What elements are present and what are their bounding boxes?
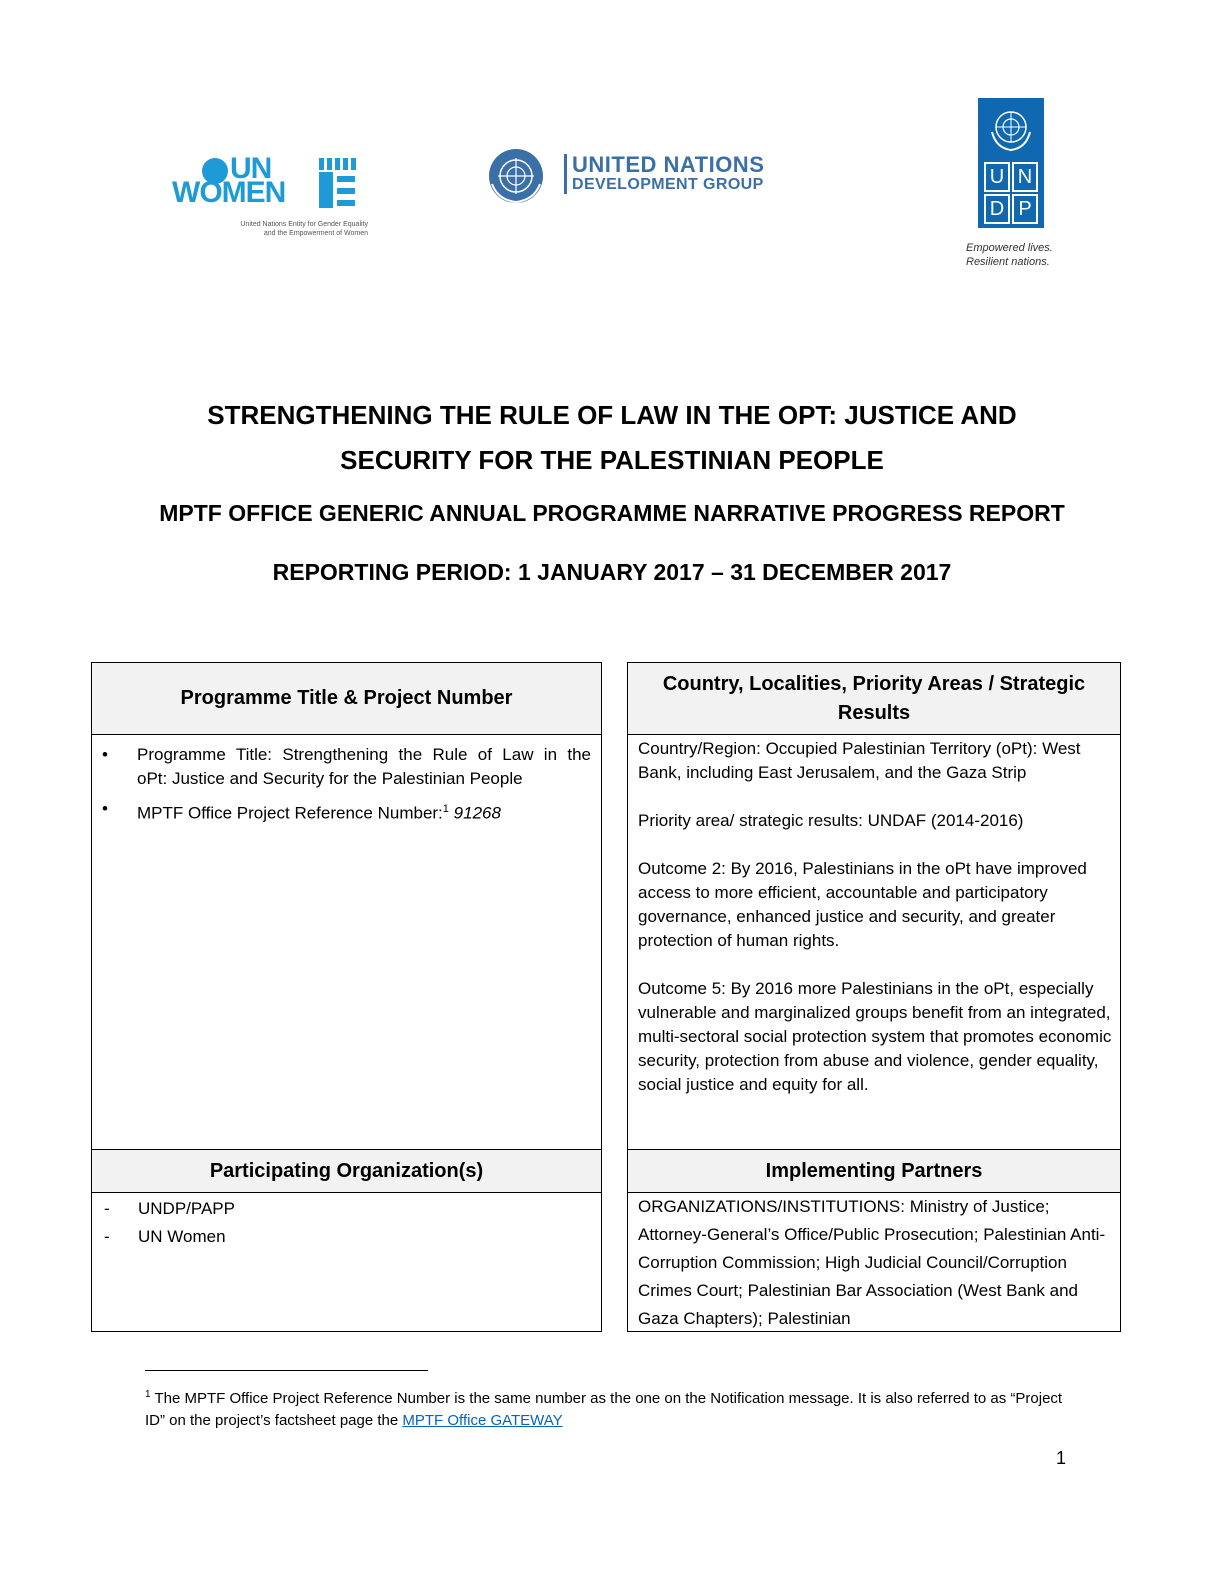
- implementing-partners-header: Implementing Partners: [628, 1150, 1120, 1193]
- undp-tagline: [966, 241, 1066, 269]
- undg-divider: [564, 154, 567, 194]
- un-emblem-icon: [988, 106, 1034, 152]
- country-localities-table: [627, 662, 1121, 1150]
- participating-orgs-list: [92, 1193, 601, 1251]
- priority-area-text: Priority area/ strategic results: UNDAF (2014-2016): [638, 811, 1024, 830]
- un-women-mark-icon: [317, 158, 359, 210]
- un-women-logo: [172, 152, 367, 244]
- un-women-subtitle: [208, 220, 368, 238]
- programme-title-table: [91, 662, 602, 1150]
- undp-logo: [978, 98, 1044, 228]
- footnote-text: The MPTF Office Project Reference Number is the same number as the one on the Notification message. It is also referred to as “Project ID” on the project’s factsheet page the: [145, 1390, 1063, 1429]
- undp-letter-p: P: [1012, 194, 1038, 224]
- country-region-text: Country/Region: Occupied Palestinian Territory (oPt): West Bank, including East Jerusalem, and the Gaza Strip: [638, 739, 1081, 782]
- participating-orgs-header: Participating Organization(s): [92, 1150, 601, 1193]
- project-reference-number: 91268: [453, 803, 501, 823]
- undp-tagline-line1: Empowered lives.: [966, 242, 1053, 254]
- document-subtitle: MPTF OFFICE GENERIC ANNUAL PROGRAMME NARRATIVE PROGRESS REPORT: [159, 500, 1065, 526]
- list-item: [92, 1195, 601, 1223]
- list-item: [92, 743, 591, 791]
- dash-marker: -: [104, 1199, 110, 1218]
- document-title: [0, 393, 1224, 483]
- undp-letter-d: D: [984, 194, 1010, 224]
- outcome-2-text: Outcome 2: By 2016, Palestinians in the oPt have improved access to more efficient, accountable and participatory governance, enhanced justice and security, and greater protection of human rights.: [638, 859, 1087, 950]
- logo-un-text: UN: [230, 152, 272, 185]
- outcome-5-text: Outcome 5: By 2016 more Palestinians in the oPt, especially vulnerable and marginalized groups benefit from an integrated, multi-sectoral social protection system that promotes economic security, protection from abuse and violence, gender equality, social justice and equity for all.: [638, 979, 1112, 1094]
- bullet-icon: •: [102, 745, 108, 764]
- programme-title-header: Programme Title & Project Number: [92, 663, 601, 735]
- undp-letter-n: N: [1012, 162, 1038, 192]
- undp-letter-u: U: [984, 162, 1010, 192]
- footnote: [145, 1384, 1085, 1432]
- un-emblem-icon: [484, 146, 548, 206]
- reporting-period: REPORTING PERIOD: 1 JANUARY 2017 – 31 DECEMBER 2017: [272, 559, 952, 585]
- programme-title-line1: Programme Title: Strengthening the Rule of Law in the: [137, 745, 591, 764]
- undg-line2: DEVELOPMENT GROUP: [572, 176, 764, 193]
- project-reference-label: MPTF Office Project Reference Number:: [137, 803, 443, 823]
- participating-orgs-table: [91, 1149, 602, 1332]
- mptf-gateway-link[interactable]: MPTF Office GATEWAY: [402, 1412, 563, 1429]
- undg-line1: UNITED NATIONS: [572, 152, 765, 177]
- footnote-number: 1: [145, 1389, 151, 1400]
- logo-women-text: WOMEN: [172, 176, 286, 209]
- programme-title-content: [92, 735, 601, 826]
- title-line2: SECURITY FOR THE PALESTINIAN PEOPLE: [340, 445, 884, 475]
- implementing-partners-text: ORGANIZATIONS/INSTITUTIONS: Ministry of Justice; Attorney-General’s Office/Public Prosecution; Palestinian Anti-Corruption Commission; High Judicial Council/Corruption Crimes Court; Palestinian Bar Association (West Bank and Gaza Chapters); Palestinian: [638, 1197, 1106, 1328]
- undp-tagline-line2: Resilient nations.: [966, 256, 1050, 268]
- page-number: 1: [1056, 1448, 1067, 1468]
- title-line1: STRENGTHENING THE RULE OF LAW IN THE OPT: JUSTICE AND: [207, 400, 1017, 430]
- bullet-icon: •: [102, 799, 108, 818]
- dash-marker: -: [104, 1227, 110, 1246]
- list-item: [92, 1223, 601, 1251]
- list-item: [92, 797, 591, 826]
- undg-logo: [484, 146, 804, 206]
- programme-title-line2: oPt: Justice and Security for the Palestinian People: [137, 769, 523, 788]
- country-localities-header: Country, Localities, Priority Areas / Strategic Results: [628, 663, 1120, 735]
- footnote-separator: [145, 1370, 428, 1371]
- implementing-partners-table: [627, 1149, 1121, 1332]
- un-women-subtitle-line2: and the Empowerment of Women: [263, 230, 368, 237]
- country-localities-content: [628, 735, 1120, 1097]
- org-name: UNDP/PAPP: [138, 1199, 235, 1218]
- footnote-marker: 1: [442, 803, 449, 815]
- un-women-subtitle-line1: United Nations Entity for Gender Equality: [240, 221, 368, 228]
- org-name: UN Women: [138, 1227, 226, 1246]
